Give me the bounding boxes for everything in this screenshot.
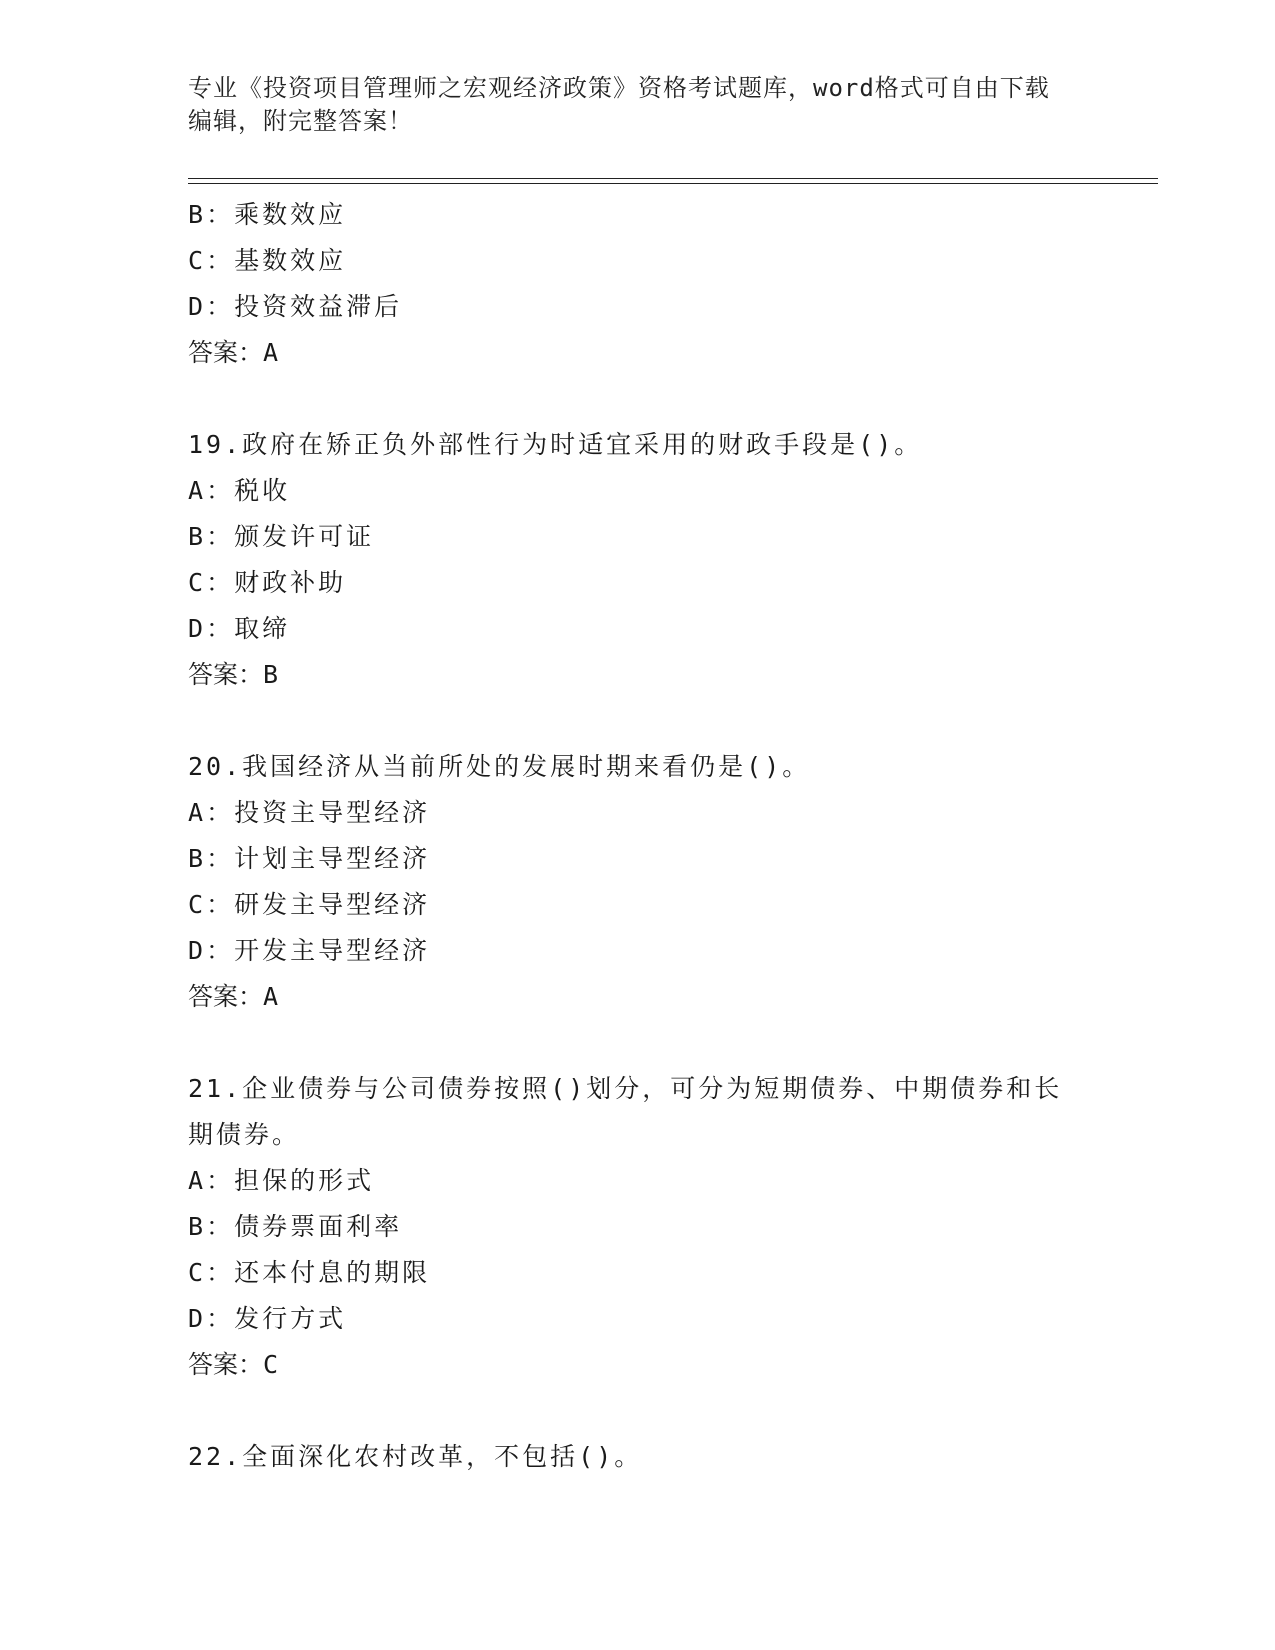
option-d: D：发行方式: [188, 1304, 347, 1333]
answer-line: 答案：C: [188, 1350, 279, 1379]
question-21: [188, 1066, 1108, 1388]
option-d: D：投资效益滞后: [188, 292, 403, 321]
option-c: C：研发主导型经济: [188, 890, 431, 919]
option-d: D：开发主导型经济: [188, 936, 431, 965]
option-c: C：财政补助: [188, 568, 347, 597]
header-text: 专业《投资项目管理师之宏观经济政策》资格考试题库，word格式可自由下载编辑，附完整答案！: [188, 74, 1050, 135]
question-stem: 22.全面深化农村改革，不包括()。: [188, 1442, 643, 1471]
answer-line: 答案：B: [188, 660, 279, 689]
question-20: [188, 744, 1108, 1020]
header-rule-bottom: [188, 183, 1158, 184]
question-stem: 21.企业债券与公司债券按照()划分，可分为短期债券、中期债券和长期债券。: [188, 1074, 1063, 1149]
document-header: [188, 72, 1068, 138]
question-stem: 19.政府在矫正负外部性行为时适宜采用的财政手段是()。: [188, 430, 923, 459]
option-a: A：担保的形式: [188, 1166, 375, 1195]
answer-line: 答案：A: [188, 982, 279, 1011]
question-list: [188, 192, 1108, 1480]
question-22: [188, 1434, 1108, 1480]
option-d: D：取缔: [188, 614, 291, 643]
option-b: B：乘数效应: [188, 200, 347, 229]
partial-question: [188, 192, 1108, 376]
header-rule-top: [188, 178, 1158, 179]
option-a: A：税收: [188, 476, 291, 505]
option-a: A：投资主导型经济: [188, 798, 431, 827]
option-b: B：债券票面利率: [188, 1212, 403, 1241]
answer-line: 答案：A: [188, 338, 279, 367]
option-b: B：计划主导型经济: [188, 844, 431, 873]
option-c: C：还本付息的期限: [188, 1258, 431, 1287]
option-b: B：颁发许可证: [188, 522, 375, 551]
question-19: [188, 422, 1108, 698]
option-c: C：基数效应: [188, 246, 347, 275]
question-stem: 20.我国经济从当前所处的发展时期来看仍是()。: [188, 752, 811, 781]
